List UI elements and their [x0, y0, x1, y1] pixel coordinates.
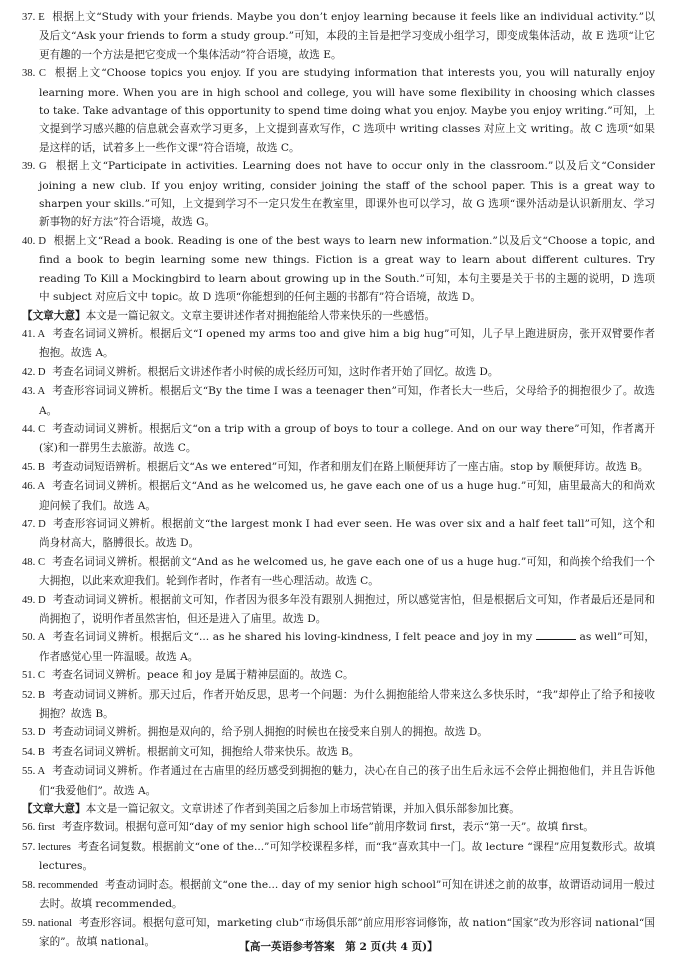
answer-item — [22, 743, 655, 762]
answer-explanation: 根据上文“Study with your friends. Maybe you don’t enjoy learning because it feels like an individual activity.”以及后文“Ask your friends to form a study group.”可知，本段的主旨是把学习变成小组学习，即变成集体活动，故 E 选项“让它更有趣的一个方法是把它变成一个集体活动”符合语境，故选 E。 — [39, 11, 655, 61]
answer-item — [22, 382, 655, 420]
answer-item — [22, 477, 655, 515]
answer-explanation: 考查名词词义辨析。根据后文“And as he welcomed us, he gave each one of us a huge hug.”可知，庙里最高大的和尚欢迎问候了我们。故选 A。 — [39, 480, 655, 512]
answer-number: 52. B — [22, 689, 46, 701]
answer-number: 57. lectures — [22, 841, 71, 853]
answer-number: 59. national — [22, 917, 73, 929]
answer-item — [22, 8, 655, 64]
page-footer: 【高一英语参考答案 第 2 页(共 4 页)】 — [239, 941, 438, 953]
answer-explanation: 考查名词复数。根据前文“one of the...”可知学校课程多样，而“我”喜欢其中一门。故 lecture “课程”应用复数形式。故填 lectures。 — [39, 840, 655, 873]
answers-56-59 — [22, 818, 655, 951]
answer-number: 53. D — [22, 727, 46, 739]
answer-explanation: 考查形容词。根据句意可知，marketing club“市场俱乐部”前应用形容词修饰，故 nation“国家”改为形容词 national“国家的”。故填 national。 — [39, 916, 655, 948]
answer-number: 37. E — [22, 12, 45, 23]
answer-number: 46. A — [22, 481, 46, 493]
summary-tag: 【文章大意】 — [22, 803, 86, 816]
answer-number: 41. A — [22, 328, 46, 340]
answer-explanation: 考查动词词义辨析。根据前文可知，作者因为很多年没有跟别人拥抱过，所以感觉害怕，但是根据后文可知，作者最后还是同和尚拥抱了，说明作者虽然害怕，但还是进入了庙里。故选 D。 — [39, 593, 655, 625]
answers-37-40 — [22, 8, 655, 307]
answer-number: 40. D — [22, 235, 46, 247]
answer-item-50 — [22, 628, 655, 666]
answer-item — [22, 363, 655, 382]
answer-item — [22, 232, 655, 307]
answer-number: 44. C — [22, 423, 46, 435]
answer-item — [22, 515, 655, 553]
answer-explanation: 考查名词词义辨析。根据后文讲述作者小时候的成长经历可知，这时作者开始了回忆。故选 D。 — [52, 365, 499, 378]
answer-explanation: 考查名词词义辨析。根据前文“And as he welcomed us, he gave each one of us a huge hug.”可知，和尚挨个给我们一个大拥抱，以此来欢迎我们。轮到作者时，作者有一些心理活动。故选 C。 — [39, 555, 655, 588]
answer-number: 48. C — [22, 556, 46, 568]
answer-number: 55. A — [22, 766, 46, 778]
answer-explanation: 考查动词短语辨析。根据后文“As we entered”可知，作者和朋友们在路上顺便拜访了一座古庙。stop by 顺便拜访。故选 B。 — [51, 460, 649, 473]
answer-item — [22, 818, 655, 837]
answer-item — [22, 64, 655, 157]
answer-item — [22, 458, 655, 477]
answer-item — [22, 666, 655, 685]
answer-explanation: 考查名词词义辨析。根据前文可知，拥抱给人带来快乐。故选 B。 — [51, 745, 360, 758]
article-summary-2 — [22, 800, 655, 818]
answer-number: 43. A — [22, 386, 46, 398]
answer-number: 45. B — [22, 461, 45, 473]
answer-explanation: 考查名词词义辨析。根据后文“I opened my arms too and give him a big hug”可知，儿子早上跑进厨房，张开双臂要作者抱抱。故选 A。 — [39, 327, 655, 360]
answer-explanation: 考查动词时态。根据前文“one the... day of my senior high school”可知在讲述之前的故事，故谓语动词用一般过去时。故填 recommended。 — [39, 878, 655, 911]
answer-explanation: 考查动词词义辨析。作者通过在古庙里的经历感受到拥抱的魅力，决心在自己的孩子出生后永远不会停止拥抱他们，并且告诉他们“我爱他们”。故选 A。 — [39, 765, 655, 797]
answer-item — [22, 838, 655, 876]
summary-text: 本文是一篇记叙文。文章主要讲述作者对拥抱能给人带来快乐的一些感悟。 — [85, 309, 436, 322]
answers-51-55 — [22, 666, 655, 800]
answer-number: 49. D — [22, 594, 46, 606]
answer-number: 47. D — [22, 518, 46, 530]
summary-text: 本文是一篇记叙文。文章讲述了作者到美国之后参加上市场营销课，并加入俱乐部参加比赛。 — [85, 803, 520, 816]
answer-number: 50. A — [22, 632, 46, 644]
answer-item — [22, 591, 655, 629]
answer-item — [22, 420, 655, 458]
answer-item — [22, 157, 655, 232]
answer-explanation: 考查形容词词义辨析。根据后文“By the time I was a teenager then”可知，作者长大一些后，父母给予的拥抱很少了。故选 A。 — [39, 385, 655, 417]
answer-item — [22, 553, 655, 591]
answer-explanation: 考查序数词。根据句意可知“day of my senior high school life”前用序数词 first，表示“第一天”。故填 first。 — [61, 821, 594, 834]
answer-item — [22, 876, 655, 914]
answer-explanation: 考查动词词义辨析。那天过后，作者开始反思，思考一个问题：为什么拥抱能给人带来这么多快乐时，“我”却停止了给予和接收拥抱？故选 B。 — [39, 688, 655, 721]
answers-41-49 — [22, 325, 655, 629]
answer-number: 38. C — [22, 68, 46, 80]
answer-explanation: 考查动词词义辨析。拥抱是双向的，给予别人拥抱的时候也在接受来自别人的拥抱。故选 D。 — [52, 726, 488, 739]
answer-explanation: 考查名词词义辨析。peace 和 joy 是属于精神层面的。故选 C。 — [51, 669, 354, 682]
answer-explanation-part1: 考查名词词义辨析。根据后文“... as he shared his loving-kindness, I felt peace and joy in my — [52, 631, 533, 644]
article-summary-1 — [22, 307, 655, 325]
answer-number: 39. G — [22, 161, 47, 173]
answer-number: 51. C — [22, 670, 45, 682]
answer-item — [22, 762, 655, 800]
answer-explanation: 考查动词词义辨析。根据后文“on a trip with a group of boys to tour a college. And on our way there”可知，作者离开(家)和一群男生去旅游。故选 C。 — [39, 422, 655, 455]
answer-number: 56. first — [22, 822, 55, 834]
answer-number: 58. recommended — [22, 879, 98, 891]
blank-line — [536, 630, 576, 640]
answer-explanation-part2: as well”可知，作者感觉心里一阵温暖。故选 A。 — [39, 631, 655, 663]
answer-item — [22, 686, 655, 724]
answer-explanation: 根据上文“Read a book. Reading is one of the best ways to learn new information.”以及后文“Choose a topic, and find a book to begin learning some new things. Fiction is a great way to learn about different cultures. Try reading To Kill a Mockingbird to learn about growing up in the South.”可知，本句主要是关于书的主题的说明，D 选项中 subject 对应后文中 topic。故 D 选项“你能想到的任何主题的书都有”符合语境，故选 D。 — [39, 234, 655, 304]
answer-item — [22, 723, 655, 742]
answer-explanation: 考查形容词词义辨析。根据前文“the largest monk I had ever seen. He was over six and a half feet tall”可知，这个和尚身材高大，胳膊很长。故选 D。 — [39, 517, 655, 550]
answer-number: 54. B — [22, 746, 45, 758]
answer-explanation: 根据上文“Participate in activities. Learning does not have to occur only in the classroom.”以及后文“Consider joining a new club. If you enjoy writing, consider joining the staff of the school paper. This is a great way to sharpen your skills.”可知，上文提到学习不一定只发生在教室里，即课外也可以学习，故 G 选项“课外活动是认识新朋友、学习新事物的好方法”符合语境，故选 G。 — [39, 160, 655, 229]
answer-number: 42. D — [22, 366, 46, 378]
answer-item — [22, 325, 655, 363]
summary-tag: 【文章大意】 — [22, 309, 86, 322]
answer-explanation: 根据上文“Choose topics you enjoy. If you are studying information that interests you, you will naturally enjoy learning more. When you are in high school and college, you will have some flexibility in choosing which classes to take. Take advantage of this opportunity to spend time doing what you enjoy. Maybe you enjoy writing.”可知，上文提到学习感兴趣的信息就会喜欢学习更多，上文提到喜欢写作，C 选项中 writing classes 对应上文 writing。故 C 选项“如果是这样的话，试着多上一些作文课”符合语境，故选 C。 — [39, 67, 655, 154]
